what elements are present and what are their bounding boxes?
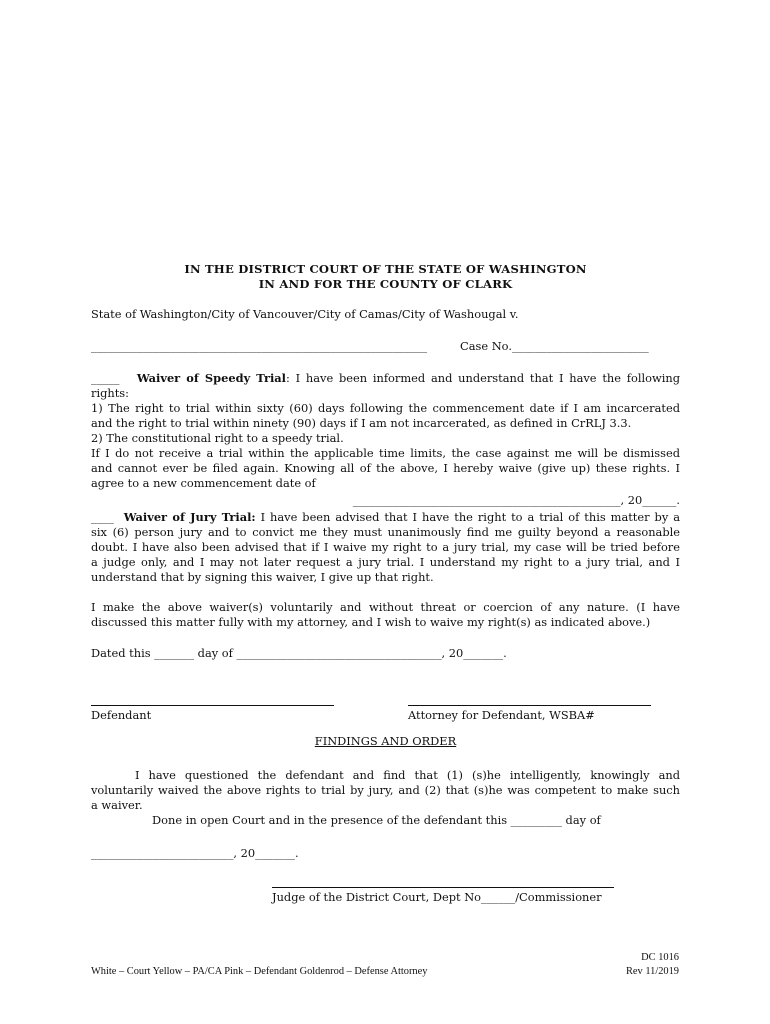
speedy-line: agree to a new commencement date of bbox=[91, 476, 316, 490]
jury-trial-heading bbox=[91, 510, 680, 524]
jury-line: a judge only, and I may not later request a jury trial. I understand my right to a jury trial, and I bbox=[91, 555, 680, 569]
findings-line: I have questioned the defendant and find that (1) (s)he intelligently, knowingly and bbox=[135, 768, 680, 782]
judge-label: Judge of the District Court, Dept No______/Commissioner bbox=[272, 890, 602, 904]
speedy-line: 2) The constitutional right to a speedy trial. bbox=[91, 431, 344, 445]
findings-line: voluntarily waived the above rights to trial by jury, and (2) that (s)he was competent to make such bbox=[91, 783, 680, 797]
county-title: IN AND FOR THE COUNTY OF CLARK bbox=[258, 277, 513, 291]
findings-title bbox=[91, 734, 680, 748]
speedy-line: rights: bbox=[91, 386, 129, 400]
voluntary-line: I make the above waiver(s) voluntarily and without threat or coercion of any nature. (I have bbox=[91, 600, 680, 614]
speedy-trial-checkbox-blank: _____ bbox=[91, 371, 120, 385]
jury-line: doubt. I have also been advised that if I waive my right to a jury trial, my case will be tried before bbox=[91, 540, 680, 554]
jury-line: understand that by signing this waiver, I give up that right. bbox=[91, 570, 434, 584]
jury-line: six (6) person jury and to convict me they must unanimously find me guilty beyond a reasonable bbox=[91, 525, 680, 539]
attorney-label: Attorney for Defendant, WSBA# bbox=[408, 708, 595, 722]
revision-date: Rev 11/2019 bbox=[625, 966, 679, 977]
dated-line: Dated this _______ day of ____________________________________, 20_______. bbox=[91, 646, 507, 660]
findings-title-text: FINDINGS AND ORDER bbox=[314, 734, 457, 748]
speedy-line: If I do not receive a trial within the applicable time limits, the case against me will be dismissed bbox=[91, 446, 680, 460]
case-number: Case No.________________________ bbox=[460, 339, 649, 353]
findings-line: Done in open Court and in the presence of the defendant this _________ day of bbox=[152, 813, 601, 827]
speedy-trial-heading bbox=[91, 371, 680, 385]
defendant-label: Defendant bbox=[91, 708, 152, 722]
speedy-line: 1) The right to trial within sixty (60) days following the commencement date if I am incarcerated bbox=[91, 401, 680, 415]
jury-trial-intro: I have been advised that I have the right to a trial of this matter by a bbox=[255, 510, 680, 524]
attorney-signature-line bbox=[408, 705, 651, 706]
jury-trial-checkbox-blank: ____ bbox=[91, 510, 114, 524]
parties-caption: State of Washington/City of Vancouver/City of Camas/City of Washougal v. bbox=[91, 307, 519, 321]
court-title: IN THE DISTRICT COURT OF THE STATE OF WASHINGTON bbox=[184, 262, 587, 276]
defendant-signature-line bbox=[91, 705, 334, 706]
findings-line: a waiver. bbox=[91, 798, 143, 812]
order-date-line: _________________________, 20_______. bbox=[91, 846, 299, 860]
judge-signature-line bbox=[272, 887, 614, 888]
form-number: DC 1016 bbox=[641, 952, 679, 963]
speedy-line: and cannot ever be filed again. Knowing all of the above, I hereby waive (give up) these rights. I bbox=[91, 461, 680, 475]
speedy-line: and the right to trial within ninety (90) days if I am not incarcerated, as defined in CrRLJ 3.3. bbox=[91, 416, 632, 430]
commencement-date-line: _______________________________________________, 20______. bbox=[352, 493, 680, 507]
defendant-name-blank: ___________________________________________________________ bbox=[91, 339, 428, 353]
speedy-trial-title: Waiver of Speedy Trial bbox=[136, 371, 286, 385]
speedy-trial-intro: : I have been informed and understand that I have the following bbox=[286, 371, 680, 385]
jury-trial-title: Waiver of Jury Trial: bbox=[123, 510, 256, 524]
copy-distribution: White – Court Yellow – PA/CA Pink – Defendant Goldenrod – Defense Attorney bbox=[91, 966, 428, 977]
voluntary-line: discussed this matter fully with my attorney, and I wish to waive my right(s) as indicated above.) bbox=[91, 615, 651, 629]
